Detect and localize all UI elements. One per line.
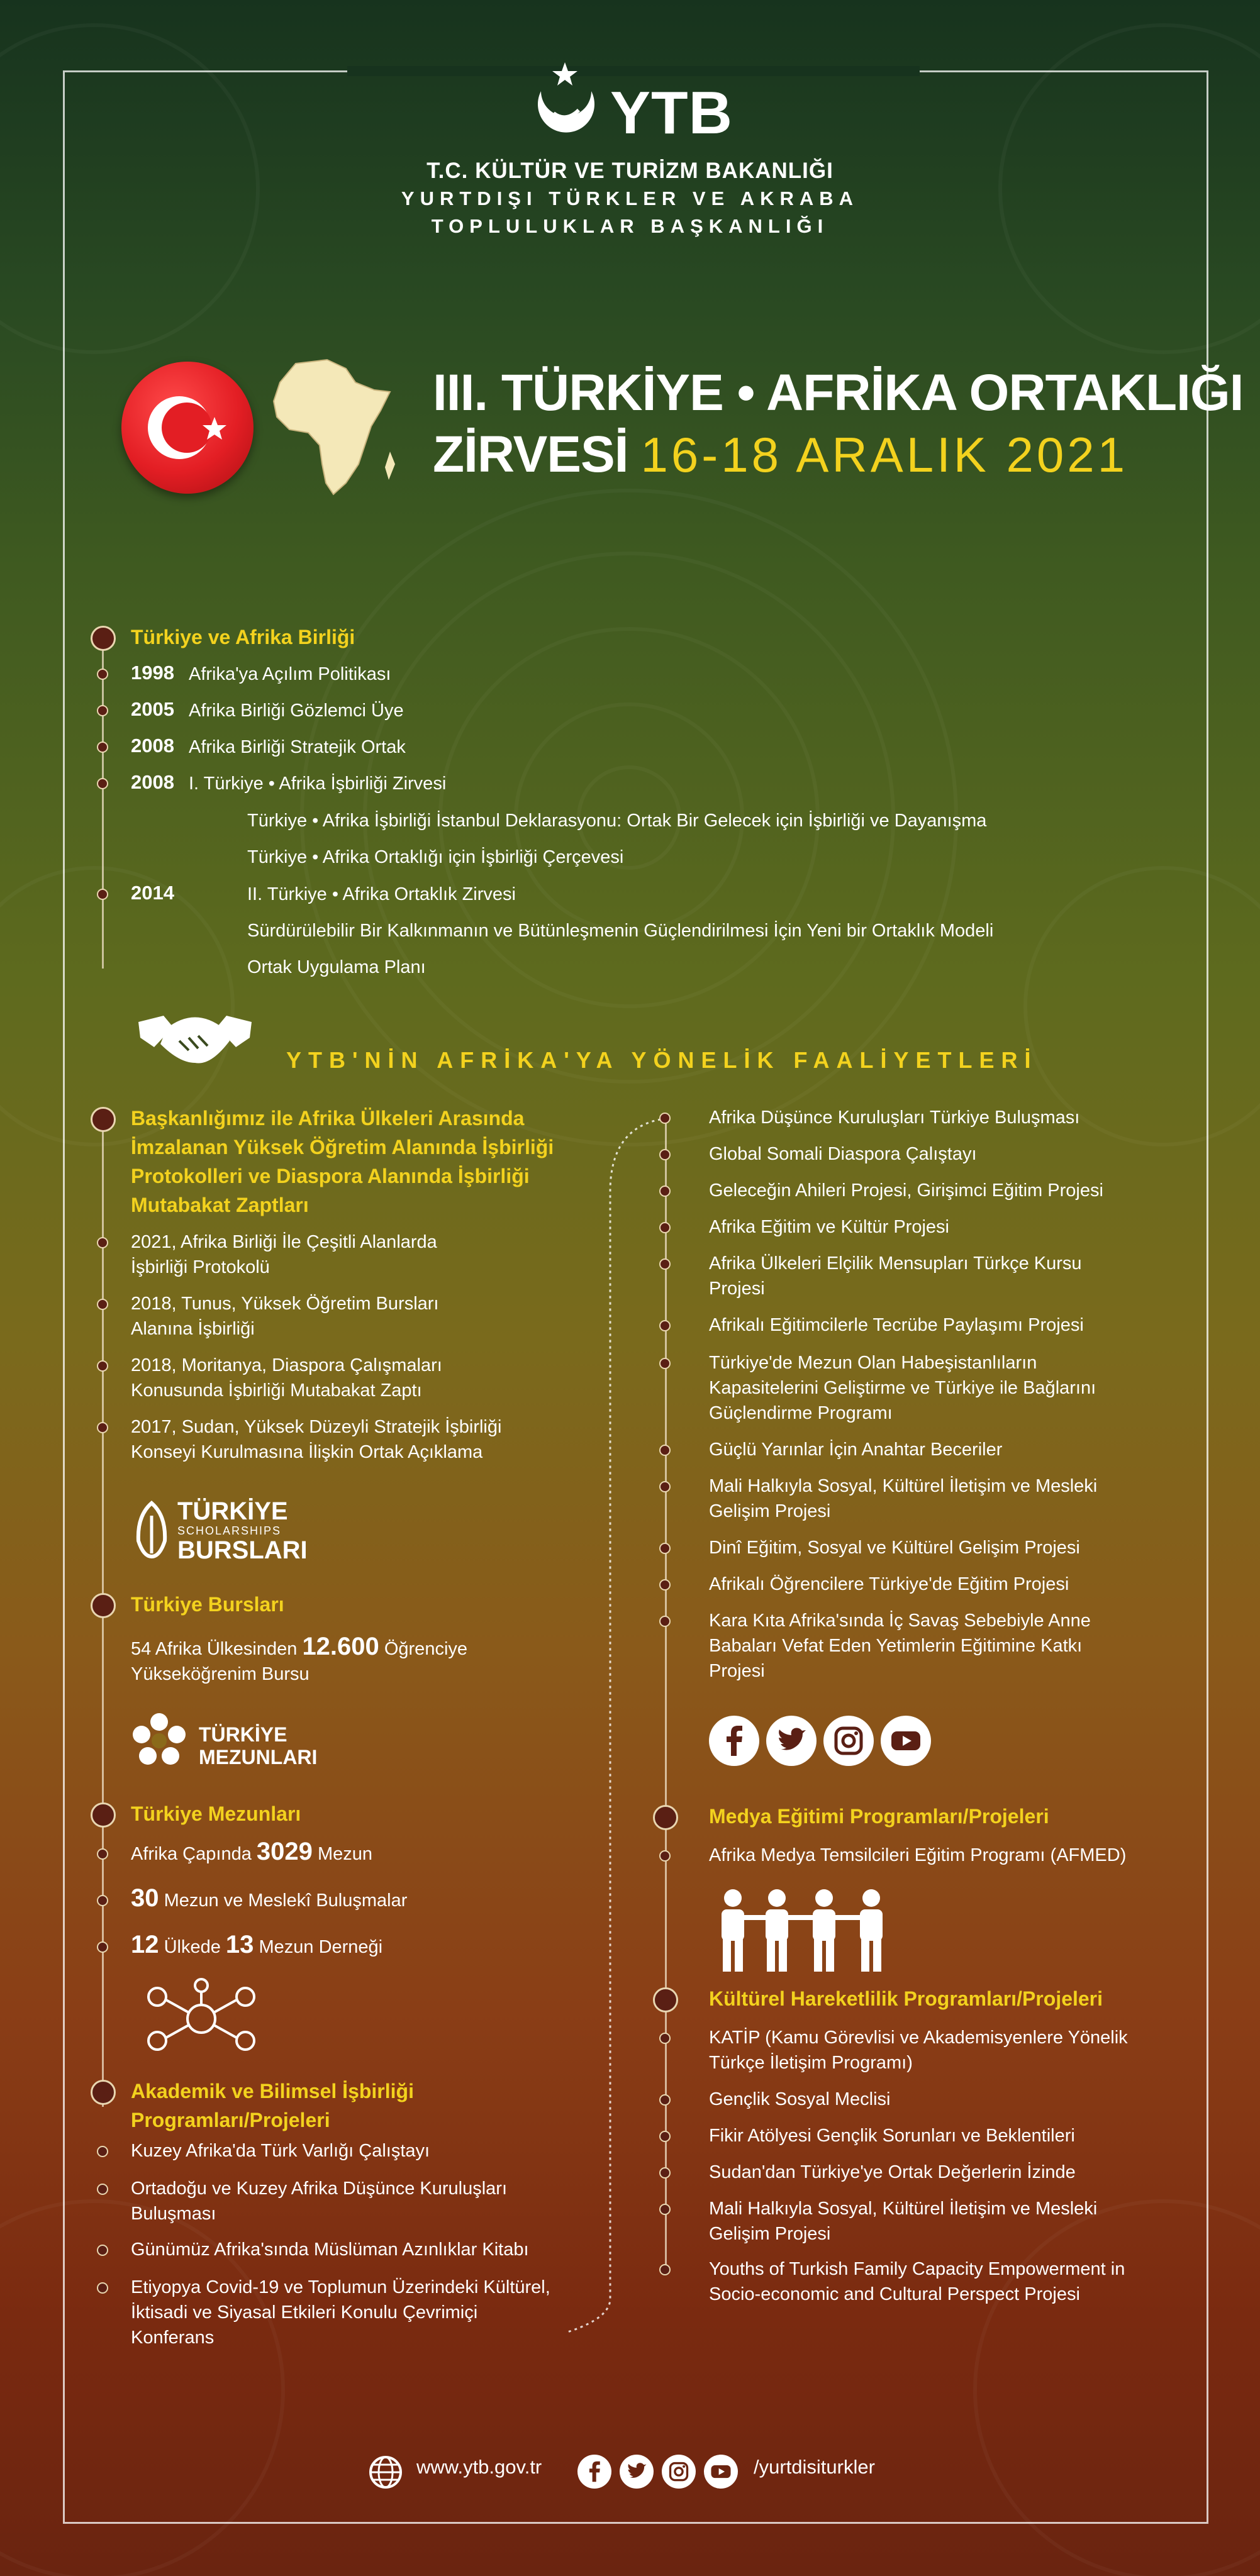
list-dot xyxy=(97,1360,108,1372)
facebook-icon[interactable] xyxy=(577,2455,611,2489)
kultur-item: Youths of Turkish Family Capacity Empowerment in Socio-economic and Cultural Perspect Projesi xyxy=(709,2259,1125,2304)
protocol-item: 2017, Sudan, Yüksek Düzeyli Stratejik İşbirliği Konseyi Kurulmasına İlişkin Ortak Açıklama xyxy=(131,1417,502,1462)
section-dot xyxy=(91,1107,116,1132)
timeline-text: II. Türkiye • Afrika Ortaklık Zirvesi xyxy=(247,884,516,904)
mezun-stat: Afrika Çapında 3029 Mezun xyxy=(131,1838,372,1865)
flower-logo-icon xyxy=(129,1711,189,1771)
globe-icon xyxy=(368,2455,403,2490)
list-dot xyxy=(659,2167,671,2179)
kultur-heading: Kültürel Hareketlilik Programları/Projeleri xyxy=(709,1987,1103,2010)
timeline-year: 2008 xyxy=(131,735,174,757)
section-dot xyxy=(91,2080,116,2105)
list-dot xyxy=(659,1850,671,1862)
list-dot xyxy=(97,2282,108,2294)
project-item: Global Somali Diaspora Çalıştayı xyxy=(709,1144,977,1164)
list-dot xyxy=(659,1185,671,1197)
timeline-subtext: Ortak Uygulama Planı xyxy=(247,957,426,977)
kultur-item: Fikir Atölyesi Gençlik Sorunları ve Beklentileri xyxy=(709,2126,1075,2146)
project-item: Afrikalı Eğitimcilerle Tecrübe Paylaşımı Projesi xyxy=(709,1315,1084,1335)
website-link[interactable]: www.ytb.gov.tr xyxy=(416,2456,542,2478)
handshake-icon xyxy=(135,1003,255,1072)
list-dot xyxy=(659,2033,671,2044)
crescent-star-icon xyxy=(528,60,604,142)
medya-item: Afrika Medya Temsilcileri Eğitim Programı (AFMED) xyxy=(709,1845,1127,1865)
section-dot xyxy=(91,1802,116,1828)
timeline-text: Afrika Birliği Gözlemci Üye xyxy=(189,701,404,721)
timeline-year: 2014 xyxy=(131,882,174,904)
list-dot xyxy=(659,2094,671,2106)
timeline-subtext: Türkiye • Afrika Ortaklığı için İşbirliği Çerçevesi xyxy=(247,847,624,867)
ministry-line-1: T.C. KÜLTÜR VE TURİZM BAKANLIĞI xyxy=(427,158,833,183)
list-dot xyxy=(659,1579,671,1591)
ministry-line-2: YURTDIŞI TÜRKLER VE AKRABA xyxy=(401,187,859,209)
list-dot xyxy=(659,1113,671,1124)
kultur-item: Gençlik Sosyal Meclisi xyxy=(709,2089,891,2109)
social-handle-link[interactable]: /yurtdisiturkler xyxy=(754,2456,875,2478)
protocol-item: 2018, Tunus, Yüksek Öğretim Bursları Alanına İşbirliği xyxy=(131,1294,439,1339)
project-item: Mali Halkıyla Sosyal, Kültürel İletişim ve Mesleki Gelişim Projesi xyxy=(709,1476,1098,1521)
kultur-item: KATİP (Kamu Görevlisi ve Akademisyenlere Yönelik Türkçe İletişim Programı) xyxy=(709,2028,1128,2073)
facebook-icon[interactable] xyxy=(709,1716,759,1766)
protocol-item: 2018, Moritanya, Diaspora Çalışmaları Konusunda İşbirliği Mutabakat Zaptı xyxy=(131,1355,442,1401)
kultur-item: Sudan'dan Türkiye'ye Ortak Değerlerin İzinde xyxy=(709,2162,1076,2182)
people-icon xyxy=(714,1887,903,1975)
section-dot xyxy=(653,1805,678,1830)
burs-text: 54 Afrika Ülkesinden 12.600 Öğrenciye Yükseköğrenim Bursu xyxy=(131,1633,468,1684)
timeline-year: 2005 xyxy=(131,698,174,720)
timeline-text: I. Türkiye • Afrika İşbirliği Zirvesi xyxy=(189,774,447,794)
ministry-line-3: TOPLULUKLAR BAŞKANLIĞI xyxy=(431,215,829,237)
activities-heading: YTB'NİN AFRİKA'YA YÖNELİK FAALİYETLERİ xyxy=(286,1047,1038,1073)
list-dot xyxy=(659,1481,671,1492)
instagram-icon[interactable] xyxy=(823,1716,874,1766)
timeline-dot xyxy=(97,669,108,680)
timeline-year: 2008 xyxy=(131,771,174,793)
section-dot xyxy=(91,1593,116,1618)
list-dot xyxy=(97,1422,108,1433)
kultur-item: Mali Halkıyla Sosyal, Kültürel İletişim ve Mesleki Gelişim Projesi xyxy=(709,2199,1098,2244)
project-item: Türkiye'de Mezun Olan Habeşistanlıların Kapasitelerini Geliştirme ve Türkiye ile Bağlarını Güçlendirme Programı xyxy=(709,1353,1096,1423)
project-item: Afrikalı Öğrencilere Türkiye'de Eğitim Projesi xyxy=(709,1574,1069,1594)
list-dot xyxy=(97,2245,108,2256)
mezun-stat: 30 Mezun ve Meslekî Buluşmalar xyxy=(131,1884,408,1912)
instagram-icon[interactable] xyxy=(662,2455,696,2489)
timeline-text: Afrika'ya Açılım Politikası xyxy=(189,664,391,684)
list-dot xyxy=(97,2146,108,2157)
frame-gap xyxy=(347,66,920,76)
timeline-dot xyxy=(97,778,108,789)
list-dot xyxy=(659,2264,671,2275)
burs-heading: Türkiye Bursları xyxy=(131,1593,284,1616)
section-dot xyxy=(653,1987,678,2012)
timeline-year: 1998 xyxy=(131,662,174,684)
list-dot xyxy=(659,1258,671,1270)
timeline-dot xyxy=(97,705,108,716)
summit-date: 16-18 ARALIK 2021 xyxy=(640,427,1128,482)
mezun-stat: 12 Ülkede 13 Mezun Derneği xyxy=(131,1931,383,1958)
twitter-icon[interactable] xyxy=(766,1716,817,1766)
twitter-icon[interactable] xyxy=(620,2455,654,2489)
list-dot xyxy=(97,1237,108,1248)
protocol-item: 2021, Afrika Birliği İle Çeşitli Alanlarda İşbirliği Protokolü xyxy=(131,1232,437,1277)
timeline-text: Afrika Birliği Stratejik Ortak xyxy=(189,737,406,757)
list-dot xyxy=(97,1941,108,1953)
akademik-item: Günümüz Afrika'sında Müslüman Azınlıklar Kitabı xyxy=(131,2240,529,2260)
timeline-dot xyxy=(97,741,108,753)
list-dot xyxy=(659,1222,671,1233)
mezunlari-logo-text: TÜRKİYE MEZUNLARI xyxy=(199,1723,318,1768)
timeline-head-dot xyxy=(91,626,116,651)
timeline-dot xyxy=(97,889,108,900)
list-dot xyxy=(659,2204,671,2215)
tulip-logo-icon xyxy=(131,1497,172,1560)
timeline-subtext: Türkiye • Afrika İşbirliği İstanbul Deklarasyonu: Ortak Bir Gelecek için İşbirliği ve Dayanışma xyxy=(247,811,987,831)
summit-title-line-2: ZİRVESİ 16-18 ARALIK 2021 xyxy=(433,426,1128,483)
list-dot xyxy=(659,1320,671,1331)
connector-curve xyxy=(566,1116,667,2371)
project-item: Geleceğin Ahileri Projesi, Girişimci Eğitim Projesi xyxy=(709,1180,1103,1201)
summit-title-line-1: III. TÜRKİYE • AFRİKA ORTAKLIĞI xyxy=(433,364,1244,421)
akademik-heading: Akademik ve Bilimsel İşbirliği Programları/Projeleri xyxy=(131,2080,414,2131)
turkish-flag-icon xyxy=(121,362,254,494)
network-icon xyxy=(142,1978,261,2060)
logo-text: YTB xyxy=(610,79,733,147)
project-item: Afrika Düşünce Kuruluşları Türkiye Buluşması xyxy=(709,1108,1080,1128)
project-item: Dinî Eğitim, Sosyal ve Kültürel Gelişim Projesi xyxy=(709,1538,1080,1558)
list-dot xyxy=(659,2131,671,2142)
list-dot xyxy=(97,2184,108,2195)
project-item: Güçlü Yarınlar İçin Anahtar Beceriler xyxy=(709,1440,1003,1460)
africa-map-icon xyxy=(270,357,396,497)
mezun-heading: Türkiye Mezunları xyxy=(131,1802,301,1825)
protocols-heading: Başkanlığımız ile Afrika Ülkeleri Arasında İmzalanan Yüksek Öğretim Alanında İşbirliği Protokolleri ve Diaspora Alanında İşbirliği Mutabakat Zaptları xyxy=(131,1107,554,1216)
youtube-icon[interactable] xyxy=(704,2455,738,2489)
list-dot xyxy=(97,1299,108,1310)
medya-heading: Medya Eğitimi Programları/Projeleri xyxy=(709,1805,1049,1828)
list-dot xyxy=(97,1848,108,1860)
list-dot xyxy=(97,1895,108,1906)
project-item: Afrika Ülkeleri Elçilik Mensupları Türkçe Kursu Projesi xyxy=(709,1253,1082,1299)
list-dot xyxy=(659,1445,671,1456)
project-item: Afrika Eğitim ve Kültür Projesi xyxy=(709,1217,949,1237)
youtube-icon[interactable] xyxy=(881,1716,931,1766)
timeline-line xyxy=(102,638,104,969)
burslari-logo-text: TÜRKİYE SCHOLARSHIPS BURSLARI xyxy=(177,1497,308,1564)
timeline-subtext: Sürdürülebilir Bir Kalkınmanın ve Bütünleşmenin Güçlendirilmesi İçin Yeni bir Ortaklık Modeli xyxy=(247,921,994,941)
akademik-item: Kuzey Afrika'da Türk Varlığı Çalıştayı xyxy=(131,2141,430,2161)
akademik-item: Etiyopya Covid-19 ve Toplumun Üzerindeki Kültürel, İktisadi ve Siyasal Etkileri Konulu Çevrimiçi Konferans xyxy=(131,2277,550,2348)
list-dot xyxy=(659,1149,671,1160)
list-dot xyxy=(659,1543,671,1554)
project-item: Kara Kıta Afrika'sında İç Savaş Sebebiyle Anne Babaları Vefat Eden Yetimlerin Eğitimine Katkı Projesi xyxy=(709,1611,1091,1681)
akademik-item: Ortadoğu ve Kuzey Afrika Düşünce Kuruluşları Buluşması xyxy=(131,2179,508,2224)
timeline-heading: Türkiye ve Afrika Birliği xyxy=(131,626,355,648)
list-dot xyxy=(659,1358,671,1369)
list-dot xyxy=(659,1616,671,1627)
